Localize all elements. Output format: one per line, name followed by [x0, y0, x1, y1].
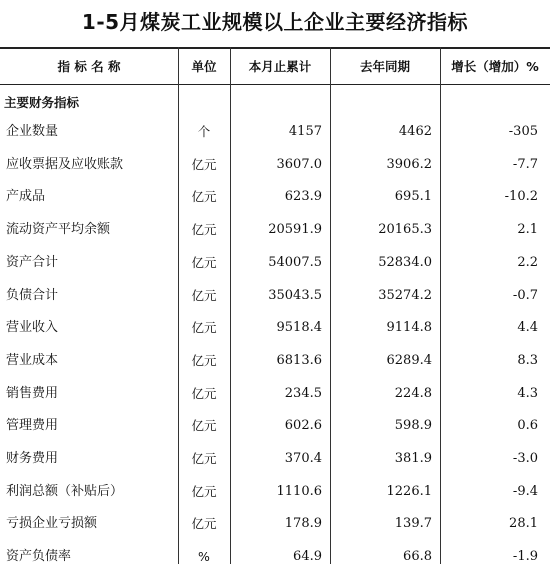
indicator-name: 销售费用 [6, 385, 59, 401]
section-label: 主要财务指标 [4, 95, 80, 110]
current-value: 20591.9 [268, 222, 322, 238]
previous-value: 1226.1 [386, 483, 432, 499]
current-value: 3607.0 [276, 156, 322, 172]
growth-value: -305 [508, 124, 538, 139]
previous-value: 381.9 [394, 451, 432, 466]
previous-value: 4462 [398, 124, 432, 139]
table-row [0, 442, 550, 475]
previous-value: 9114.8 [386, 320, 432, 336]
unit-cell: 亿元 [191, 451, 217, 466]
table-row [0, 377, 550, 410]
unit-cell: 亿元 [191, 516, 217, 532]
indicator-name: 应收票据及应收账款 [6, 156, 124, 172]
current-value: 35043.5 [268, 287, 322, 303]
table-row [0, 507, 550, 540]
growth-value: -10.2 [504, 189, 538, 205]
growth-value: -0.7 [512, 287, 538, 303]
current-value: 6813.6 [276, 352, 322, 368]
unit-cell: 个 [197, 124, 211, 139]
current-value: 623.9 [284, 189, 322, 205]
header-current [230, 47, 330, 85]
indicator-name: 产成品 [6, 189, 46, 205]
growth-value: 28.1 [509, 516, 538, 532]
table-row [0, 475, 550, 508]
indicator-name: 亏损企业亏损额 [6, 516, 98, 532]
previous-value: 224.8 [394, 385, 432, 401]
indicator-name: 流动资产平均余额 [6, 222, 111, 238]
unit-cell: 亿元 [191, 483, 217, 499]
unit-cell: 亿元 [191, 320, 217, 336]
table-row [0, 279, 550, 312]
header-previous [330, 47, 440, 85]
header-current-label: 本月止累计 [248, 59, 312, 74]
header-unit-label: 单位 [191, 59, 217, 74]
growth-value: 0.6 [517, 418, 538, 434]
growth-value: 2.1 [517, 222, 538, 238]
current-value: 370.4 [284, 451, 322, 466]
current-value: 9518.4 [276, 320, 322, 336]
growth-value: -3.0 [512, 451, 538, 466]
indicator-name: 营业收入 [6, 320, 59, 336]
current-value: 4157 [288, 124, 322, 139]
table-row [0, 409, 550, 442]
header-previous-label: 去年同期 [359, 59, 410, 74]
unit-cell: % [198, 549, 210, 565]
growth-value: -7.7 [512, 156, 538, 172]
previous-value: 52834.0 [378, 254, 432, 270]
table-row [0, 213, 550, 246]
current-value: 64.9 [293, 549, 322, 565]
previous-value: 6289.4 [386, 352, 432, 368]
header-indicator-label: 指 标 名 称 [57, 59, 121, 74]
indicator-name: 财务费用 [6, 451, 59, 466]
unit-cell: 亿元 [191, 418, 217, 434]
growth-value: -1.9 [512, 549, 538, 565]
table-row [0, 311, 550, 344]
current-value: 602.6 [284, 418, 322, 434]
unit-cell: 亿元 [191, 352, 217, 368]
page-title: 1-5月煤炭工业规模以上企业主要经济指标 [81, 10, 469, 34]
header-unit [178, 47, 230, 85]
unit-cell: 亿元 [191, 156, 217, 172]
growth-value: 4.4 [517, 320, 538, 336]
growth-value: 8.3 [517, 352, 538, 368]
current-value: 1110.6 [276, 483, 322, 499]
unit-cell: 亿元 [191, 189, 217, 205]
previous-value: 598.9 [394, 418, 432, 434]
indicator-name: 利润总额（补贴后） [6, 483, 124, 499]
unit-cell: 亿元 [191, 222, 217, 238]
indicators-table [0, 47, 550, 564]
table-row [0, 115, 550, 148]
previous-value: 695.1 [394, 189, 432, 205]
previous-value: 66.8 [403, 549, 432, 565]
current-value: 234.5 [284, 385, 322, 401]
table-row [0, 148, 550, 181]
unit-cell: 亿元 [191, 385, 217, 401]
header-growth-label: 增长（增加）% [451, 59, 539, 74]
indicator-name: 资产合计 [6, 254, 59, 270]
growth-value: -9.4 [512, 483, 538, 499]
table-row [0, 246, 550, 279]
unit-cell: 亿元 [191, 254, 217, 270]
current-value: 54007.5 [268, 254, 322, 270]
indicator-name: 管理费用 [6, 418, 59, 434]
previous-value: 20165.3 [378, 222, 432, 238]
current-value: 178.9 [284, 516, 322, 532]
table-row [0, 344, 550, 377]
header-indicator [0, 47, 178, 85]
indicator-name: 营业成本 [6, 352, 59, 368]
unit-cell: 亿元 [191, 287, 217, 303]
growth-value: 4.3 [517, 385, 538, 401]
indicator-name: 负债合计 [6, 287, 59, 303]
indicator-name: 企业数量 [6, 124, 59, 139]
header-growth [440, 47, 550, 85]
previous-value: 139.7 [394, 516, 432, 532]
growth-value: 2.2 [517, 254, 538, 270]
table-row [0, 180, 550, 213]
table-row [0, 540, 550, 573]
indicator-name: 资产负债率 [6, 549, 72, 565]
previous-value: 35274.2 [378, 287, 432, 303]
previous-value: 3906.2 [386, 156, 432, 172]
